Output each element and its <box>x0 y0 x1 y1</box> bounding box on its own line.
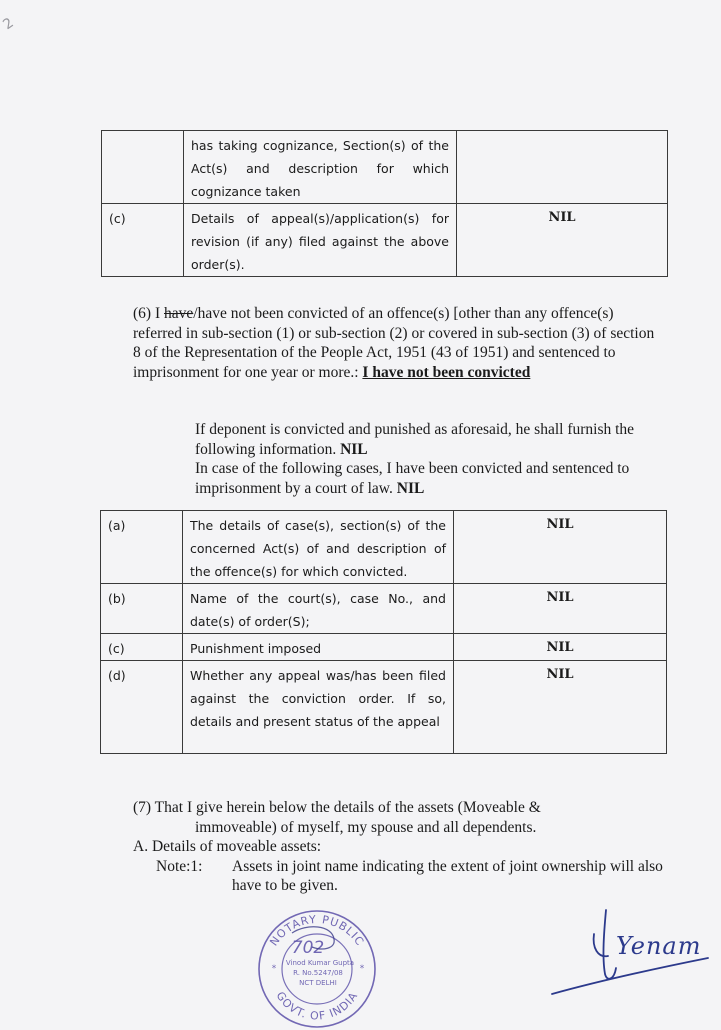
table-row <box>102 204 668 277</box>
svg-text:*: * <box>359 964 365 974</box>
note-label: Note:1: <box>156 857 203 875</box>
table-row <box>101 661 667 754</box>
stamp-number: 702 <box>291 938 325 958</box>
cognizance-table <box>101 130 668 277</box>
row-value: NIL <box>457 204 668 277</box>
deponent-nil: NIL <box>340 440 368 458</box>
stamp-place: NCT DELHI <box>299 979 337 987</box>
notary-stamp-icon <box>252 905 382 1030</box>
row-value <box>457 131 668 204</box>
stamp-arc-top: NOTARY PUBLIC <box>267 912 367 949</box>
stamp-reg: R. No.5247/08 <box>293 969 343 977</box>
struck-word: have <box>164 305 194 322</box>
row-value: NIL <box>454 661 667 754</box>
row-value: NIL <box>454 584 667 634</box>
row-description: Whether any appeal was/has been filed against the conviction order. If so, details and present status of the appeal <box>183 661 454 754</box>
row-label: (d) <box>101 661 183 754</box>
row-description: Details of appeal(s)/application(s) for revision (if any) filed against the above order(s). <box>184 204 457 277</box>
deponent-note <box>195 420 665 498</box>
row-description: Punishment imposed <box>183 634 454 661</box>
note-text: Assets in joint name indicating the extent of joint ownership will also have to be given. <box>232 857 663 894</box>
margin-mark: 2 <box>0 14 17 34</box>
row-label: (b) <box>101 584 183 634</box>
signature-text: Yenam <box>616 932 702 960</box>
row-description: has taking cognizance, Section(s) of the Act(s) and description for which cognizance taken <box>184 131 457 204</box>
row-value: NIL <box>454 634 667 661</box>
table-row <box>101 634 667 661</box>
section-7-heading: A. Details of moveable assets: <box>133 838 322 855</box>
case-nil: NIL <box>396 479 425 497</box>
stamp-arc-bottom: GOVT. OF INDIA <box>273 989 361 1023</box>
stamp-name: Vinod Kumar Gupta <box>285 959 355 967</box>
section-6-text: /have not been convicted of an offence(s) [other than any offence(s) referred in sub-section (1) or sub-section (2) or covered in sub-section (3) of section 8 of the Representation of the People Act, 1951 (43 of 1951) and sentenced to imprisonment for one year or more.: <box>133 305 655 381</box>
conviction-table <box>100 510 667 754</box>
row-value: NIL <box>454 511 667 584</box>
declaration-emphasis: I have not been convicted <box>362 363 531 381</box>
table-row <box>101 511 667 584</box>
section-7-line-1: (7) That I give herein below the details of the assets (Moveable & <box>133 799 541 816</box>
note-row <box>156 857 693 896</box>
row-description: Name of the court(s), case No., and date(s) of order(S); <box>183 584 454 634</box>
section-7 <box>133 798 693 896</box>
section-7-line-2: immoveable) of myself, my spouse and all dependents. <box>195 818 537 836</box>
svg-text:*: * <box>271 964 277 974</box>
row-label <box>102 131 184 204</box>
row-label: (c) <box>102 204 184 277</box>
row-description: The details of case(s), section(s) of the concerned Act(s) of and description of the offence(s) for which convicted. <box>183 511 454 584</box>
signature-icon <box>548 902 718 1002</box>
deponent-text: If deponent is convicted and punished as aforesaid, he shall furnish the following information. <box>195 421 635 458</box>
case-text: In case of the following cases, I have been convicted and sentenced to imprisonment by a court of law. <box>195 460 630 497</box>
section-6-prefix: (6) I <box>133 305 164 322</box>
section-6-paragraph <box>133 304 663 382</box>
table-row <box>102 131 668 204</box>
row-label: (c) <box>101 634 183 661</box>
row-label: (a) <box>101 511 183 584</box>
table-row <box>101 584 667 634</box>
